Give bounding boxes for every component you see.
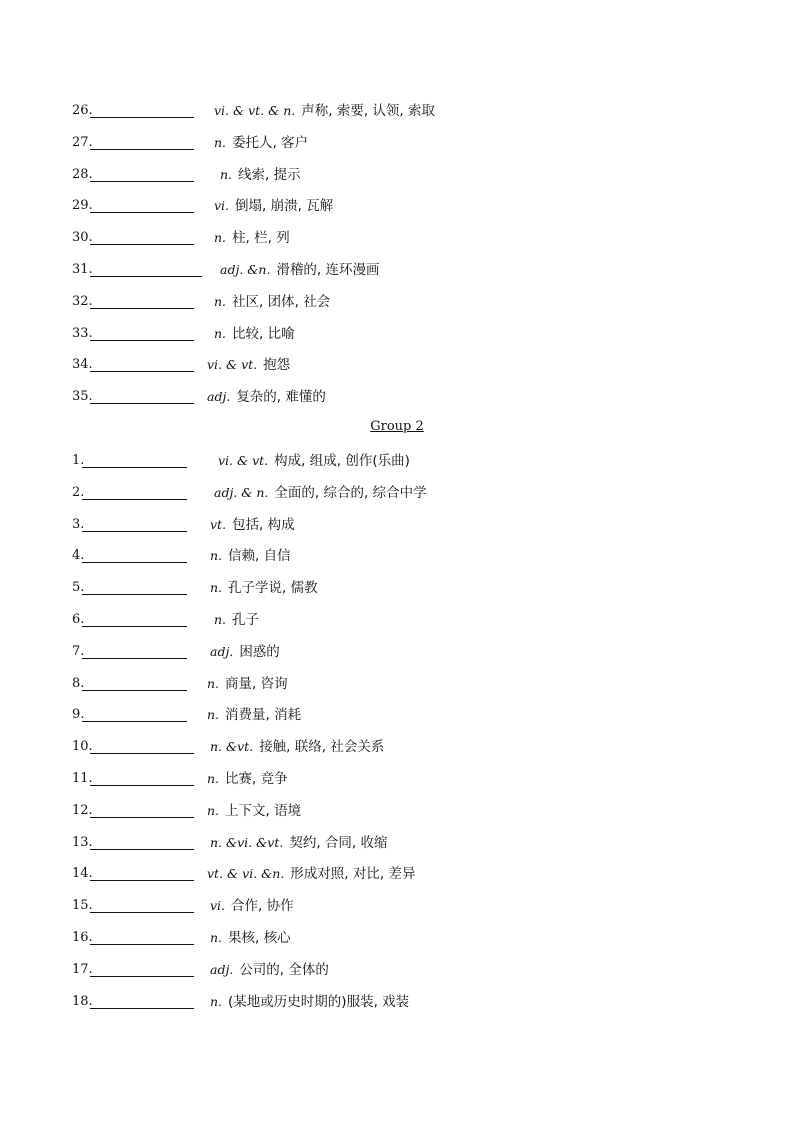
- vocab-row: [72, 451, 410, 471]
- item-number: 13.: [72, 834, 93, 850]
- item-number: 15.: [72, 898, 93, 914]
- item-number: 26.: [72, 103, 93, 118]
- part-of-speech: n.: [210, 580, 223, 596]
- part-of-speech: vi. & vt. & n.: [214, 103, 296, 118]
- definition: 困惑的: [239, 643, 280, 660]
- item-number: 17.: [72, 961, 93, 977]
- answer-blank[interactable]: [90, 167, 194, 182]
- definition: 公司的, 全体的: [239, 961, 329, 978]
- part-of-speech: adj.: [210, 643, 234, 659]
- item-number: 12.: [72, 802, 93, 818]
- part-of-speech: vt.: [210, 516, 227, 532]
- part-of-speech-and-definition: [210, 737, 384, 757]
- item-number: 33.: [72, 325, 93, 341]
- part-of-speech: n.: [214, 612, 227, 627]
- part-of-speech-and-definition: [210, 896, 294, 916]
- part-of-speech-and-definition: [214, 324, 295, 344]
- part-of-speech: n.: [207, 771, 220, 786]
- vocab-row: [72, 133, 309, 153]
- item-number: 6.: [72, 612, 85, 627]
- answer-blank[interactable]: [90, 739, 194, 754]
- part-of-speech-and-definition: [214, 228, 290, 248]
- definition: 消费量, 消耗: [225, 707, 302, 724]
- part-of-speech: adj.: [210, 961, 234, 977]
- vocab-row: [72, 387, 326, 407]
- part-of-speech: adj. & n.: [214, 484, 269, 500]
- part-of-speech-and-definition: [214, 292, 330, 312]
- definition: 比赛, 竞争: [225, 771, 288, 787]
- definition: 形成对照, 对比, 差异: [290, 866, 416, 883]
- vocab-row: [72, 101, 436, 121]
- vocab-row: [72, 801, 302, 821]
- item-number: 2.: [72, 484, 85, 500]
- part-of-speech: n.: [214, 134, 227, 150]
- answer-blank[interactable]: [90, 198, 194, 213]
- item-number: 14.: [72, 866, 93, 882]
- part-of-speech-and-definition: [207, 387, 326, 407]
- definition: 信赖, 自信: [228, 548, 291, 565]
- item-number: 31.: [72, 262, 93, 277]
- answer-blank[interactable]: [90, 803, 194, 818]
- part-of-speech: n.: [210, 993, 223, 1009]
- vocab-row: [72, 928, 291, 948]
- part-of-speech-and-definition: [207, 769, 288, 789]
- definition: 合作, 协作: [231, 898, 294, 915]
- item-number: 28.: [72, 166, 93, 182]
- item-number: 5.: [72, 580, 85, 596]
- item-number: 1.: [72, 453, 85, 468]
- part-of-speech: n.: [207, 675, 220, 691]
- vocab-row: [72, 228, 290, 248]
- vocab-row: [72, 324, 295, 344]
- part-of-speech-and-definition: [218, 451, 410, 471]
- item-number: 7.: [72, 643, 85, 659]
- part-of-speech-and-definition: [210, 960, 329, 980]
- part-of-speech: n.: [214, 325, 227, 341]
- vocab-row: [72, 960, 329, 980]
- group-2-title: Group 2: [370, 419, 424, 434]
- item-number: 4.: [72, 548, 85, 564]
- part-of-speech: n.: [207, 802, 220, 818]
- vocab-row: [72, 196, 334, 216]
- part-of-speech-and-definition: [207, 864, 415, 884]
- answer-blank[interactable]: [82, 580, 187, 595]
- part-of-speech: n.: [220, 166, 233, 182]
- answer-blank[interactable]: [82, 612, 187, 627]
- answer-blank[interactable]: [90, 835, 194, 850]
- part-of-speech-and-definition: [220, 260, 380, 280]
- definition: 复杂的, 难懂的: [236, 389, 326, 406]
- part-of-speech: n.: [210, 548, 223, 564]
- part-of-speech-and-definition: [210, 992, 409, 1012]
- answer-blank[interactable]: [82, 453, 187, 468]
- definition: 比较, 比喻: [232, 325, 295, 342]
- item-number: 29.: [72, 198, 93, 214]
- vocab-row: [72, 292, 331, 312]
- answer-blank[interactable]: [90, 898, 194, 913]
- part-of-speech: vi. & vt.: [207, 357, 258, 373]
- item-number: 3.: [72, 516, 85, 532]
- part-of-speech-and-definition: [210, 833, 388, 853]
- part-of-speech-and-definition: [207, 355, 290, 375]
- definition: 上下文, 语境: [225, 802, 302, 819]
- answer-blank[interactable]: [90, 326, 194, 341]
- answer-blank[interactable]: [90, 962, 194, 977]
- definition: 柱, 栏, 列: [232, 230, 290, 247]
- vocab-row: [72, 355, 291, 375]
- definition: 孔子: [232, 612, 260, 628]
- part-of-speech: adj.: [207, 389, 231, 405]
- vocab-row: [72, 737, 385, 757]
- vocab-row: [72, 546, 291, 566]
- vocab-row: [72, 864, 416, 884]
- answer-blank[interactable]: [90, 357, 194, 372]
- part-of-speech-and-definition: [210, 928, 291, 948]
- definition: 接触, 联络, 社会关系: [259, 739, 385, 756]
- part-of-speech: vi.: [214, 198, 230, 214]
- part-of-speech-and-definition: [214, 101, 435, 121]
- part-of-speech-and-definition: [210, 578, 318, 598]
- answer-blank[interactable]: [90, 230, 194, 245]
- vocab-row: [72, 260, 380, 280]
- answer-blank[interactable]: [82, 517, 187, 532]
- answer-blank[interactable]: [90, 135, 194, 150]
- part-of-speech-and-definition: [210, 642, 280, 662]
- answer-blank[interactable]: [90, 994, 194, 1009]
- part-of-speech-and-definition: [207, 705, 301, 725]
- item-number: 11.: [72, 771, 93, 786]
- answer-blank[interactable]: [90, 866, 194, 881]
- item-number: 8.: [72, 675, 85, 691]
- definition: 抱怨: [263, 357, 291, 374]
- item-number: 30.: [72, 230, 93, 246]
- part-of-speech-and-definition: [220, 165, 301, 185]
- item-number: 9.: [72, 707, 85, 723]
- part-of-speech: vi.: [210, 898, 226, 914]
- answer-blank[interactable]: [82, 548, 187, 563]
- part-of-speech: n.: [214, 293, 227, 309]
- answer-blank[interactable]: [90, 262, 202, 277]
- part-of-speech-and-definition: [207, 801, 301, 821]
- answer-blank[interactable]: [82, 676, 187, 691]
- definition: 构成, 组成, 创作(乐曲): [274, 453, 410, 469]
- part-of-speech-and-definition: [210, 515, 295, 535]
- part-of-speech-and-definition: [207, 674, 288, 694]
- vocab-row: [72, 896, 294, 916]
- definition: 果核, 核心: [228, 930, 291, 946]
- answer-blank[interactable]: [82, 644, 187, 659]
- vocab-row: [72, 674, 288, 694]
- vocab-row: [72, 705, 302, 725]
- vocab-row: [72, 515, 295, 535]
- definition: 商量, 咨询: [225, 675, 288, 692]
- vocab-row: [72, 165, 301, 185]
- item-number: 35.: [72, 389, 93, 405]
- definition: 全面的, 综合的, 综合中学: [274, 484, 427, 501]
- definition: (某地或历史时期的)服装, 戏装: [228, 993, 410, 1010]
- definition: 倒塌, 崩溃, 瓦解: [235, 198, 334, 215]
- item-number: 34.: [72, 357, 93, 373]
- answer-blank[interactable]: [82, 707, 187, 722]
- vocab-row: [72, 578, 318, 598]
- definition: 包括, 构成: [232, 516, 295, 533]
- vocab-row: [72, 833, 388, 853]
- part-of-speech: n.: [207, 707, 220, 723]
- vocab-row: [72, 610, 260, 630]
- answer-blank[interactable]: [90, 294, 194, 309]
- definition: 线索, 提示: [238, 166, 301, 183]
- definition: 委托人, 客户: [232, 134, 309, 151]
- vocab-row: [72, 992, 410, 1012]
- part-of-speech: vi. & vt.: [218, 453, 269, 468]
- definition: 社区, 团体, 社会: [232, 293, 331, 310]
- part-of-speech-and-definition: [214, 610, 259, 630]
- answer-blank[interactable]: [90, 103, 194, 118]
- item-number: 27.: [72, 134, 93, 150]
- definition: 契约, 合同, 收缩: [289, 834, 388, 851]
- item-number: 10.: [72, 739, 93, 755]
- answer-blank[interactable]: [90, 930, 194, 945]
- vocab-row: [72, 483, 427, 503]
- part-of-speech: adj. &n.: [220, 262, 271, 277]
- part-of-speech: n. &vi. &vt.: [210, 834, 284, 850]
- part-of-speech: n. &vt.: [210, 739, 254, 755]
- vocab-row: [72, 642, 280, 662]
- part-of-speech: vt. & vi. &n.: [207, 866, 285, 882]
- answer-blank[interactable]: [82, 485, 187, 500]
- part-of-speech-and-definition: [214, 196, 333, 216]
- item-number: 16.: [72, 930, 93, 945]
- answer-blank[interactable]: [90, 389, 194, 404]
- part-of-speech: n.: [214, 230, 227, 246]
- part-of-speech: n.: [210, 930, 223, 945]
- definition: 孔子学说, 儒教: [228, 580, 318, 597]
- definition: 滑稽的, 连环漫画: [276, 262, 380, 278]
- part-of-speech-and-definition: [210, 546, 291, 566]
- part-of-speech-and-definition: [214, 133, 308, 153]
- item-number: 32.: [72, 293, 93, 309]
- answer-blank[interactable]: [90, 771, 194, 786]
- part-of-speech-and-definition: [214, 483, 427, 503]
- item-number: 18.: [72, 993, 93, 1009]
- vocab-row: [72, 769, 288, 789]
- definition: 声称, 索要, 认领, 索取: [301, 103, 436, 119]
